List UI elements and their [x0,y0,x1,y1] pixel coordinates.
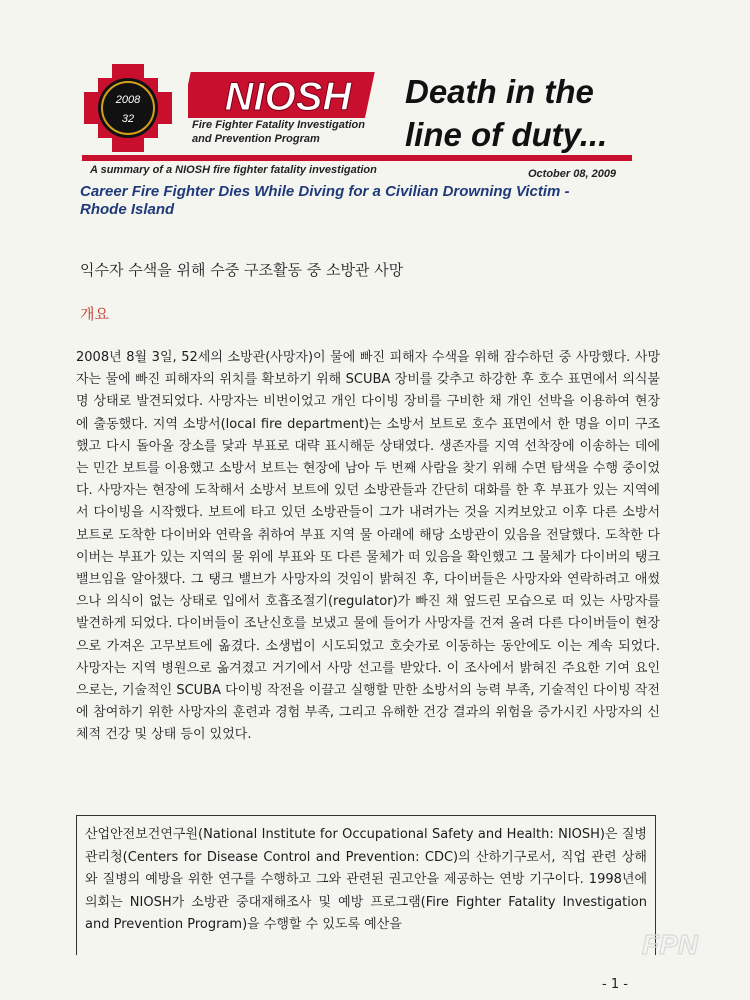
report-date: October 08, 2009 [528,168,617,180]
niosh-info-box: 산업안전보건연구원(National Institute for Occupational Safety and Health: NIOSH)은 질병관리청(Centers for Disease Control and Prevention: CDC)의 산하기구로서, 직업 관련 상해와 질병의 예방을 위한 연구를 수행하고 그와 관련된 권고안을 제공하는 연방 기구이다. 1998년에 의회는 NIOSH가 소방관 중대재해조사 및 예방 프로그램(Fire Fighter Fatality Investigation and Prevention Program)을 수행할 수 있도록 예산을 [76,815,656,955]
summary-paragraph: 2008년 8월 3일, 52세의 소방관(사망자)이 물에 빠진 피해자 수색을 위해 잠수하던 중 사망했다. 사망자는 물에 빠진 피해자의 위치를 확보하기 위해 SCUBA 장비를 갖추고 하강한 후 호수 표면에서 의식불명 상태로 발견되었다. 사망자는 비번이었고 개인 다이빙 장비를 구비한 채 개인 선박을 이용하여 현장에 출동했다. 지역 소방서(local fire department)는 소방서 보트로 호수 표면에서 한 명을 이미 구조했고 다시 돌아올 장소를 닻과 부표로 대략 표시해둔 상태였다. 생존자를 지역 선착장에 이송하는 데에는 민간 보트를 이용했고 소방서 보트는 현장에 남아 두 번째 사람을 찾기 위해 수면 탐색을 수행 중이었다. 사망자는 현장에 도착해서 소방서 보트에 있던 소방관들과 간단히 대화를 한 후 부표가 있는 지역에서 다이빙을 시작했다. 보트에 타고 있던 소방관들이 그가 내려가는 것을 지켜보았고 이후 다른 소방서 보트로 도착한 다이버와 연락을 취하여 부표 지역 물 아래에 해당 소방관이 있음을 전달했다. 도착한 다이버는 부표가 있는 지역의 물 위에 부표와 또 다른 물체가 떠 있음을 확인했고 그 물체가 다이버의 탱크 밸브임을 알아챘다. 그 탱크 밸브가 사망자의 것임이 밝혀진 후, 다이버들은 사망자와 연락하려고 애썼으나 의식이 없는 상태로 입에서 호흡조절기(regulator)가 빠진 채 엎드린 모습으로 떠 있는 사망자를 발견하게 되었다. 다이버들이 조난신호를 보냈고 물에 들어가 사망자를 건져 올려 다른 다이버들이 현장으로 가져온 고무보트에 옮겼다. 소생법이 시도되었고 호숫가로 이동하는 동안에도 이는 계속 되었다. 사망자는 지역 병원으로 옮겨졌고 거기에서 사망 선고를 받았다. 이 조사에서 밝혀진 주요한 기여 요인으로는, 기술적인 SCUBA 다이빙 작전을 이끌고 실행할 만한 소방서의 능력 부족, 기술적인 다이빙 작전에 참여하기 위한 사망자의 훈련과 경험 부족, 그리고 유해한 건강 결과의 위험을 증가시킨 사망자의 신체적 건강 및 상태 등이 있었다. [76,350,660,743]
niosh-cross-emblem [82,62,174,154]
page-number: - 1 - [602,977,628,992]
logo-text: NIOSH [224,75,352,119]
summary-line: A summary of a NIOSH fire fighter fatality investigation [90,164,377,176]
program-line-2: and Prevention Program [192,133,320,145]
watermark-text: FPN [642,929,698,960]
report-headline: Career Fire Fighter Dies While Diving for a Civilian Drowning Victim - Rhode Island [80,183,570,218]
korean-title: 익수자 수색을 위해 수중 구조활동 중 소방관 사망 [80,261,404,279]
program-line-1: Fire Fighter Fatality Investigation [192,119,365,131]
title-line-2: line of duty... [405,116,608,153]
header-divider [82,155,632,161]
emblem-number: 32 [121,113,135,125]
page-title [405,70,607,156]
title-line-1: Death in the [405,73,594,110]
emblem-year: 2008 [115,94,141,106]
program-name [192,118,365,146]
fpn-watermark [620,920,720,970]
section-heading: 개요 [80,305,109,323]
